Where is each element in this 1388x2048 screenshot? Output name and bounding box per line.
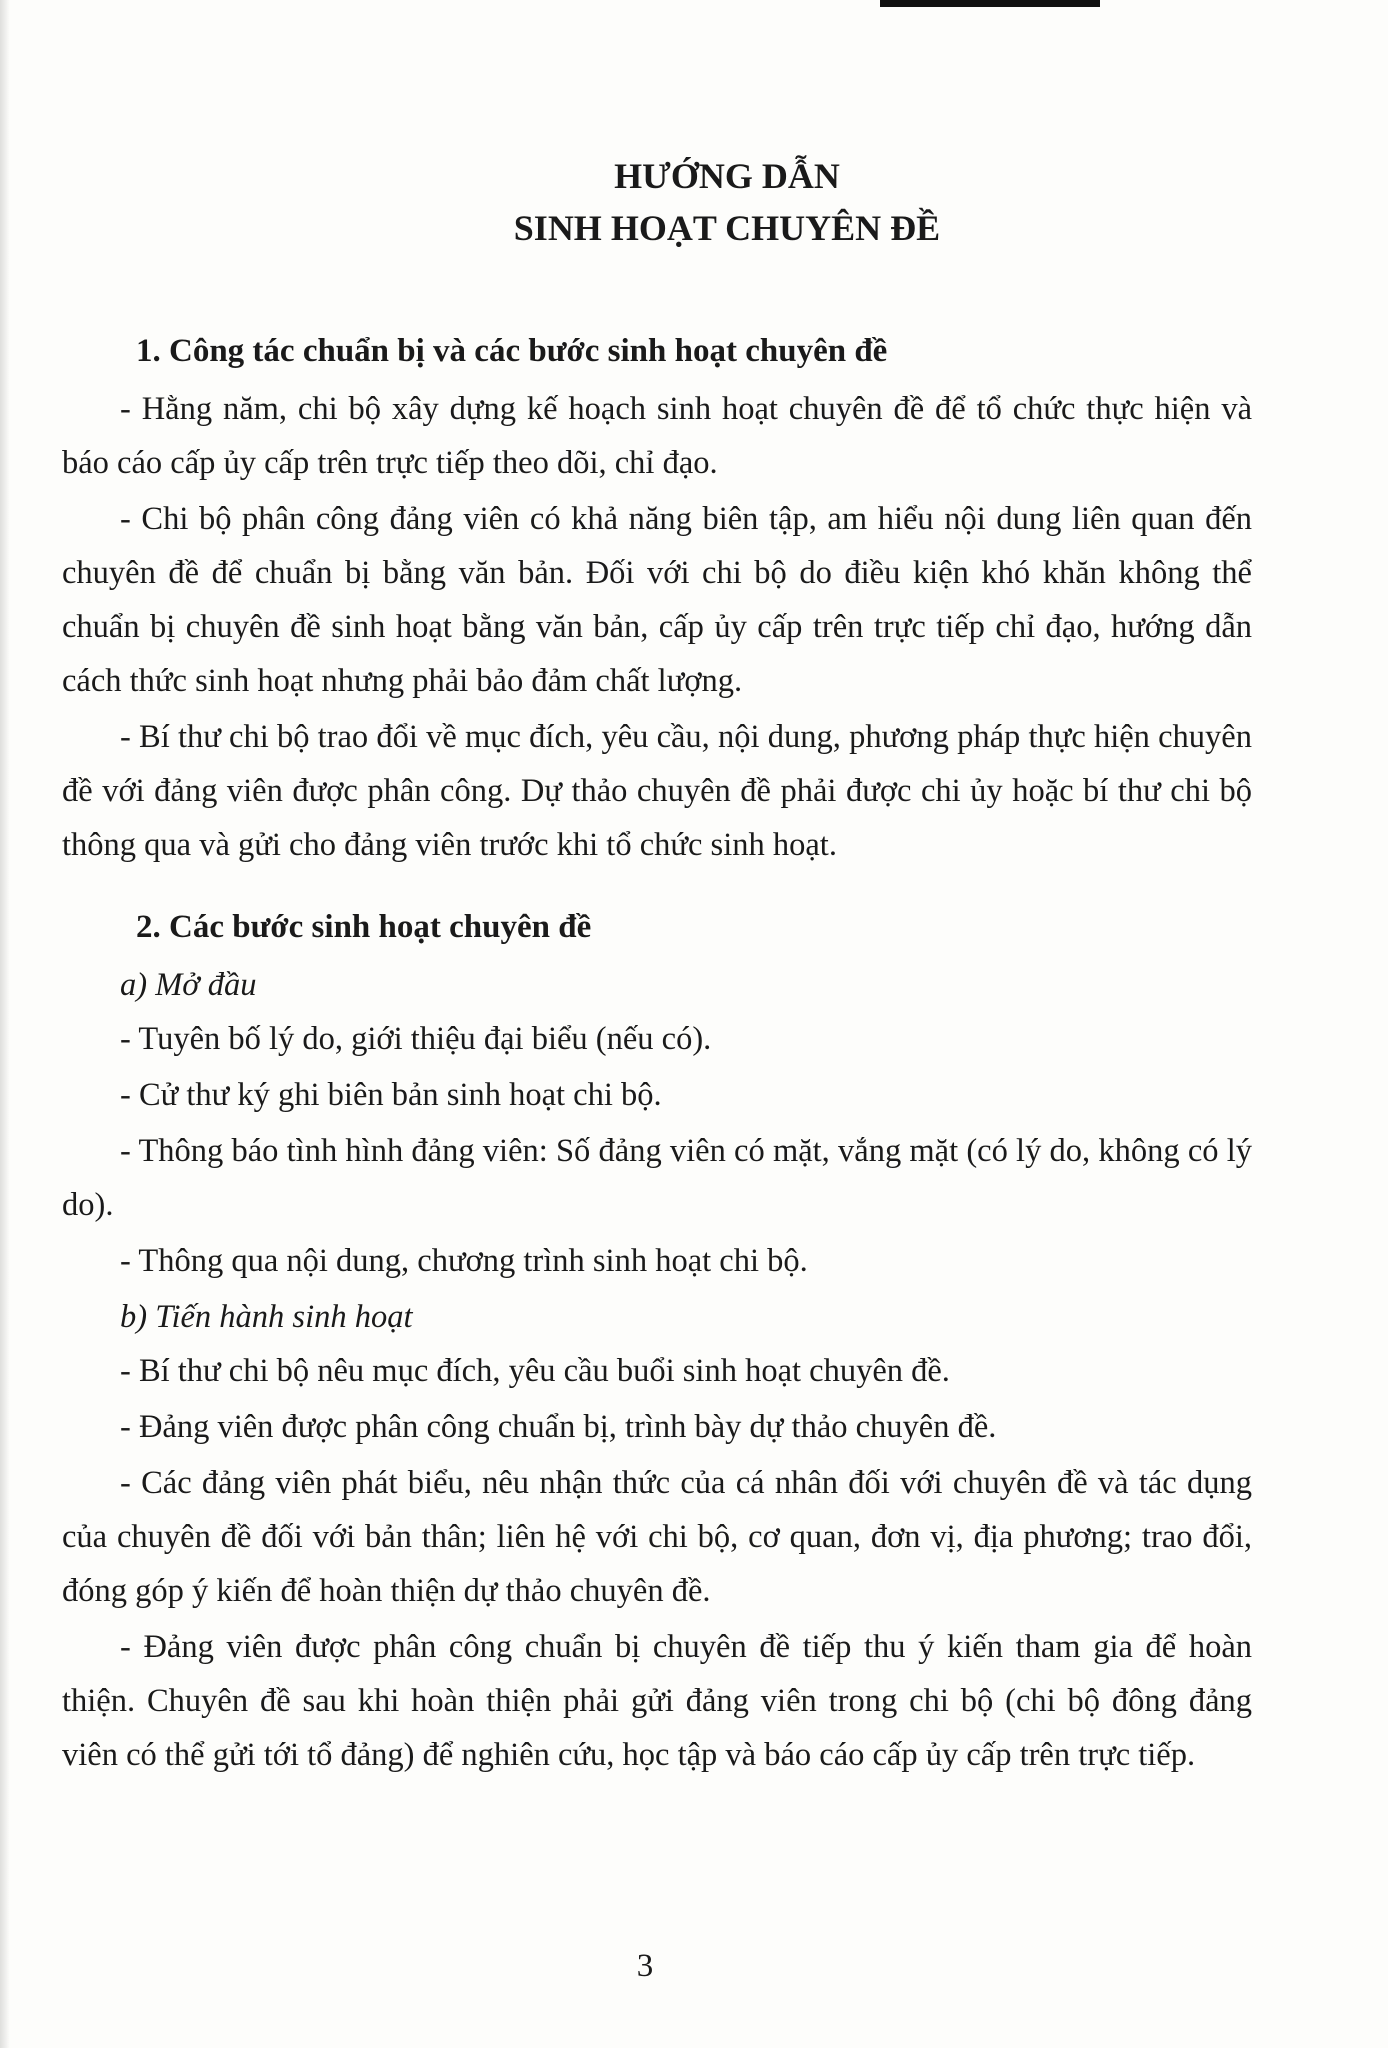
section-1-paragraph: - Bí thư chi bộ trao đổi về mục đích, yêu cầu, nội dung, phương pháp thực hiện chuyên đề với đảng viên được phân công. Dự thảo chuyên đề phải được chi ủy hoặc bí thư chi bộ thông qua và gửi cho đảng viên trước khi tổ chức sinh hoạt. <box>62 719 1252 863</box>
subsection-a-item: - Thông báo tình hình đảng viên: Số đảng viên có mặt, vắng mặt (có lý do, không có lý do). <box>62 1133 1252 1223</box>
title-line-2: SINH HOẠT CHUYÊN ĐỀ <box>513 208 941 248</box>
subsection-b-item: - Bí thư chi bộ nêu mục đích, yêu cầu buổi sinh hoạt chuyên đề. <box>120 1353 950 1389</box>
document-page <box>62 150 1252 1784</box>
section-1-paragraph: - Chi bộ phân công đảng viên có khả năng biên tập, am hiểu nội dung liên quan đến chuyên đề để chuẩn bị bằng văn bản. Đối với chi bộ do điều kiện khó khăn không thể chuẩn bị chuyên đề sinh hoạt bằng văn bản, cấp ủy cấp trên trực tiếp chỉ đạo, hướng dẫn cách thức sinh hoạt nhưng phải bảo đảm chất lượng. <box>62 501 1252 699</box>
subsection-b-item: - Đảng viên được phân công chuẩn bị, trình bày dự thảo chuyên đề. <box>120 1409 997 1445</box>
document-title <box>202 150 1252 254</box>
subsection-a-item: - Cử thư ký ghi biên bản sinh hoạt chi bộ. <box>120 1077 662 1113</box>
title-line-1: HƯỚNG DẪN <box>614 156 840 196</box>
subsection-a-heading: a) Mở đầu <box>120 967 257 1003</box>
page-binding-shadow <box>0 0 10 2048</box>
subsection-a-item: - Thông qua nội dung, chương trình sinh hoạt chi bộ. <box>120 1243 808 1279</box>
subsection-b-item: - Đảng viên được phân công chuẩn bị chuyên đề tiếp thu ý kiến tham gia để hoàn thiện. Chuyên đề sau khi hoàn thiện phải gửi đảng viên trong chi bộ (chi bộ đông đảng viên có thể gửi tới tổ đảng) để nghiên cứu, học tập và báo cáo cấp ủy cấp trên trực tiếp. <box>62 1629 1252 1773</box>
subsection-a-item: - Tuyên bố lý do, giới thiệu đại biểu (nếu có). <box>120 1021 712 1057</box>
section-spacer <box>62 874 1252 900</box>
page-number: 3 <box>636 1948 654 1984</box>
subsection-b-heading: b) Tiến hành sinh hoạt <box>120 1299 413 1335</box>
subsection-b-item: - Các đảng viên phát biểu, nêu nhận thức của cá nhân đối với chuyên đề và tác dụng của chuyên đề đối với bản thân; liên hệ với chi bộ, cơ quan, đơn vị, địa phương; trao đổi, đóng góp ý kiến để hoàn thiện dự thảo chuyên đề. <box>62 1465 1252 1609</box>
section-1-paragraph: - Hằng năm, chi bộ xây dựng kế hoạch sinh hoạt chuyên đề để tổ chức thực hiện và báo cáo cấp ủy cấp trên trực tiếp theo dõi, chỉ đạo. <box>62 391 1252 481</box>
section-2-heading: 2. Các bước sinh hoạt chuyên đề <box>136 909 592 945</box>
top-edge-bar <box>880 0 1100 7</box>
section-1-heading: 1. Công tác chuẩn bị và các bước sinh hoạt chuyên đề <box>136 333 888 369</box>
